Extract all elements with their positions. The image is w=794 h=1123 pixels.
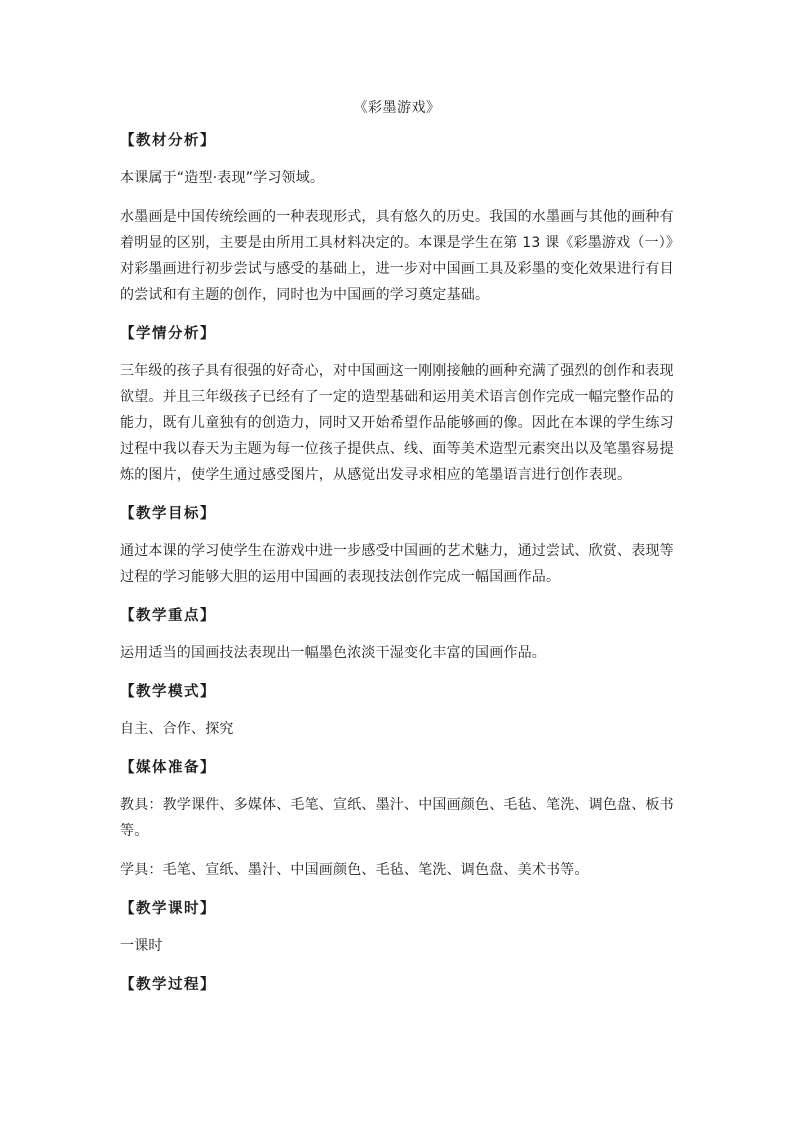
paragraph: 通过本课的学习使学生在游戏中进一步感受中国画的艺术魅力，通过尝试、欣赏、表现等过程的学习能够大胆的运用中国画的表现技法创作完成一幅国画作品。 [120,543,674,585]
section-heading-media-preparation: 【媒体准备】 [120,759,216,776]
paragraph: 水墨画是中国传统绘画的一种表现形式，具有悠久的历史。我国的水墨画与其他的画种有着明显的区别，主要是由所用工具材料决定的。本课是学生在第 13 课《彩墨游戏（一）》对彩墨画进行初步尝试与感受的基础上，进一步对中国画工具及彩墨的变化效果进行有目的尝试和有主题的创作，同时也为中国画的学习奠定基础。 [120,209,674,303]
section-heading-teaching-mode: 【教学模式】 [120,683,216,700]
section-heading-teaching-process: 【教学过程】 [120,976,216,993]
paragraph: 运用适当的国画技法表现出一幅墨色浓淡干湿变化丰富的国画作品。 [120,645,546,661]
paragraph: 学具：毛笔、宣纸、墨汁、中国画颜色、毛毡、笔洗、调色盘、美术书等。 [120,862,589,878]
paragraph: 三年级的孩子具有很强的好奇心，对中国画这一刚刚接触的画种充满了强烈的创作和表现欲望。并且三年级孩子已经有了一定的造型基础和运用美术语言创作完成一幅完整作品的能力，既有儿童独有的创造力，同时又开始希望作品能够画的像。因此在本课的学生练习过程中我以春天为主题为每一位孩子提供点、线、面等美术造型元素突出以及笔墨容易提炼的图片，使学生通过感受图片，从感觉出发寻求相应的笔墨语言进行创作表现。 [120,363,674,483]
document-title: 《彩墨游戏》 [353,100,441,116]
section-heading-teaching-focus: 【教学重点】 [120,607,216,624]
section-heading-textbook-analysis: 【教材分析】 [120,132,216,149]
section-heading-student-analysis: 【学情分析】 [120,325,216,342]
section-heading-class-hours: 【教学课时】 [120,900,216,917]
paragraph: 一课时 [120,938,163,954]
paragraph: 教具：教学课件、多媒体、毛笔、宣纸、墨汁、中国画颜色、毛毡、笔洗、调色盘、板书等。 [120,797,674,839]
paragraph: 自主、合作、探究 [120,721,234,737]
section-heading-teaching-goals: 【教学目标】 [120,505,216,522]
paragraph: 本课属于“造型·表现”学习领域。 [120,170,325,186]
